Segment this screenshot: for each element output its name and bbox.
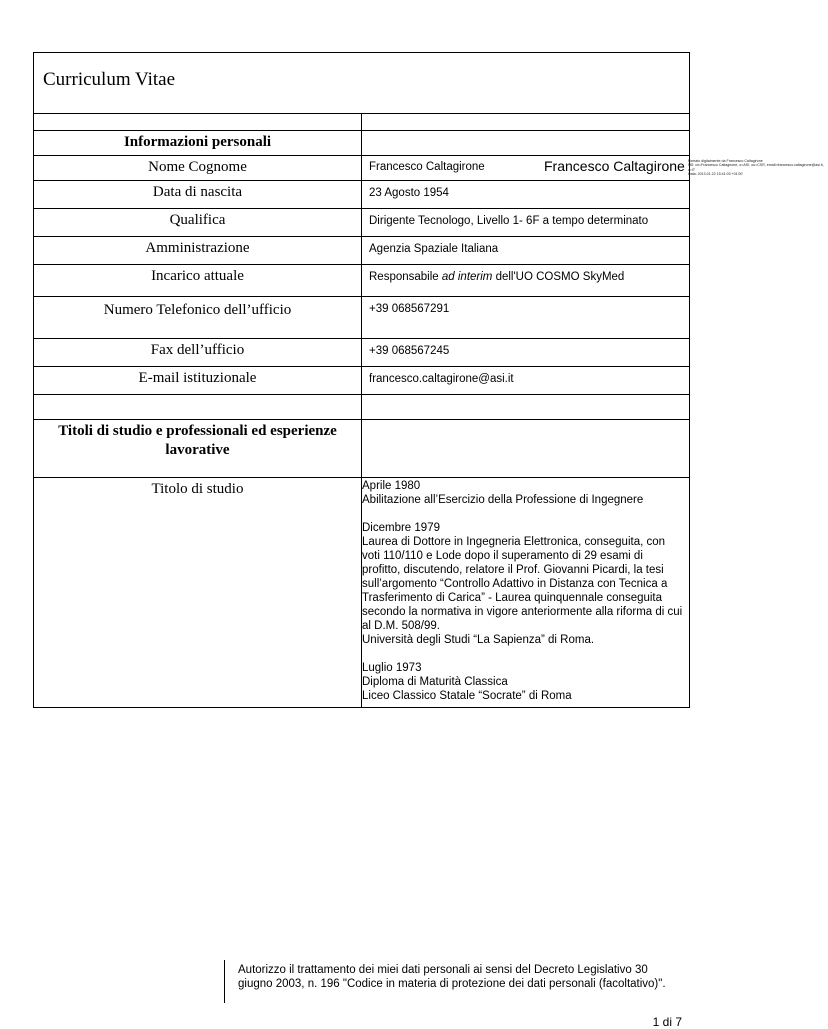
education-date: Aprile 1980: [362, 480, 421, 492]
incarico-italic: ad interim: [441, 271, 493, 283]
spacer-label-cell: [34, 114, 362, 131]
field-value-fax: +39 068567245: [362, 339, 690, 367]
education-label: Titolo di studio: [34, 478, 362, 708]
page-title: Curriculum Vitae: [43, 69, 176, 90]
field-value-name: Francesco Caltagirone: [369, 161, 485, 173]
section-education-value-cell: [362, 420, 690, 478]
education-list: [362, 479, 683, 703]
education-date: Dicembre 1979: [362, 522, 440, 534]
field-label-telefono: Numero Telefonico dell’ufficio: [34, 297, 362, 339]
education-line: Diploma di Maturità Classica: [362, 676, 508, 688]
signature-detail-line: Data: 2013.01.22 15:41:03 +01'00': [688, 172, 744, 177]
spacer-value-cell: [362, 395, 690, 420]
education-item: [362, 479, 683, 507]
page-number: 1 di 7: [652, 1015, 682, 1029]
field-label-fax: Fax dell’ufficio: [34, 339, 362, 367]
title-cell: [34, 53, 690, 114]
signature-detail-line: Firmato digitalmente da Francesco Caltagirone: [688, 159, 763, 163]
field-value-birthdate: 23 Agosto 1954: [362, 181, 690, 209]
field-label-name: Nome Cognome: [34, 156, 362, 181]
field-value-email: francesco.caltagirone@asi.it: [362, 367, 690, 395]
education-item: [362, 661, 683, 703]
education-cell: [362, 478, 690, 708]
cv-table: [33, 52, 824, 708]
education-date: Luglio 1973: [362, 662, 422, 674]
field-label-qualifica: Qualifica: [34, 209, 362, 237]
signature-detail-line: ND: cn=Francesco Caltagirone, o=ASI, ou=CSR, email=francesco.caltagirone@asi.it, c=IT: [688, 163, 824, 172]
education-item: [362, 521, 683, 647]
field-value-name-cell: [362, 156, 824, 181]
field-value-incarico: [362, 265, 690, 297]
education-line: Abilitazione all’Esercizio della Professione di Ingegnere: [362, 494, 644, 506]
spacer-value-cell: [362, 114, 690, 131]
education-line: Laurea di Dottore in Ingegneria Elettronica, conseguita, con voti 110/110 e Lode dopo il superamento di 29 esami di profitto, discutendo, relatore il Prof. Giovanni Picardi, la tesi sull’argomento “Controllo Adattivo in Distanza con Tecnica a Trasferimento di Carica” - Laurea quinquennale conseguita secondo la normativa in vigore anteriormente alla riforma di cui al D.M. 508/99.: [362, 536, 683, 632]
section-personal-heading: Informazioni personali: [34, 131, 362, 156]
signature-area: [369, 156, 824, 180]
spacer-label-cell: [34, 395, 362, 420]
section-education-heading: Titoli di studio e professionali ed esperienze lavorative: [34, 420, 362, 478]
section-personal-value-cell: [362, 131, 690, 156]
field-label-incarico: Incarico attuale: [34, 265, 362, 297]
field-value-amministrazione: Agenzia Spaziale Italiana: [362, 237, 690, 265]
digital-signature-name: Francesco Caltagirone: [544, 158, 685, 174]
education-line: Liceo Classico Statale “Socrate” di Roma: [362, 690, 572, 702]
digital-signature-details: [688, 159, 828, 177]
field-label-amministrazione: Amministrazione: [34, 237, 362, 265]
field-label-email: E-mail istituzionale: [34, 367, 362, 395]
field-value-qualifica: Dirigente Tecnologo, Livello 1- 6F a tempo determinato: [362, 209, 690, 237]
privacy-consent-text: Autorizzo il trattamento dei miei dati personali ai sensi del Decreto Legislativo 30 giugno 2003, n. 196 "Codice in materia di protezione dei dati personali (facoltativo)".: [238, 964, 666, 990]
incarico-prefix: Responsabile: [369, 271, 442, 283]
field-value-telefono: +39 068567291: [362, 297, 690, 339]
field-label-birthdate: Data di nascita: [34, 181, 362, 209]
incarico-suffix: dell'UO COSMO SkyMed: [492, 271, 625, 283]
privacy-footer: [224, 960, 685, 1003]
education-line: Università degli Studi “La Sapienza” di Roma.: [362, 634, 595, 646]
